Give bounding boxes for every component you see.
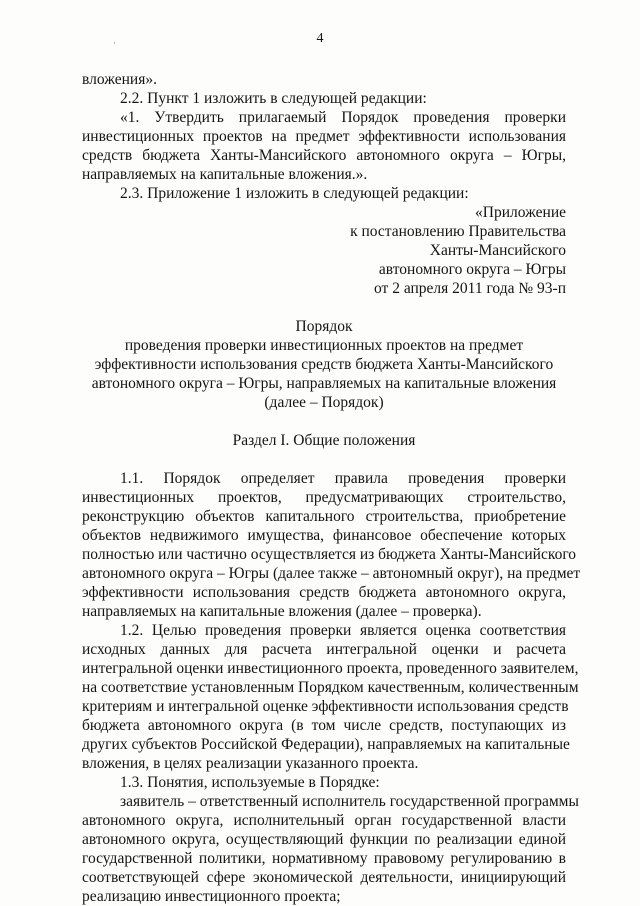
text-line: направляемых на капитальные вложения (далее – проверка). (82, 603, 482, 620)
text-line: автономного округа, осуществляющий функции по реализации единой (82, 831, 566, 848)
text-line: «1. Утвердить прилагаемый Порядок проведения проверки (120, 109, 566, 126)
page-number: 4 (316, 31, 324, 46)
text-line: государственной политики, нормативному правовому регулированию в (82, 850, 566, 867)
text-line: критериям и интегральной оценке эффективности использования средств (82, 698, 569, 715)
text-line: вложения». (82, 71, 157, 88)
text-line: заявитель – ответственный исполнитель государственной программы (120, 793, 579, 810)
blank-line (82, 412, 566, 431)
text-line: направляемых на капитальные вложения.». (82, 166, 368, 183)
document-body (82, 70, 581, 906)
text-line: 2.2. Пункт 1 изложить в следующей редакции: (120, 90, 427, 107)
text-line: эффективности использования средств бюджета автономного округа, (82, 584, 566, 601)
text-line: 2.3. Приложение 1 изложить в следующей редакции: (120, 185, 469, 202)
text-line: объектов недвижимого имущества, финансовое обеспечение которых (82, 527, 566, 544)
text-line: 1.1. Порядок определяет правила проведения проверки (120, 470, 566, 487)
text-line: Раздел I. Общие положения (232, 432, 416, 449)
blank-line (82, 450, 566, 469)
text-line: интегральной оценки инвестиционного проекта, проведенного заявителем, (82, 660, 579, 677)
text-line: проведения проверки инвестиционных проектов на предмет (124, 337, 524, 354)
text-line: Ханты-Мансийского (429, 242, 566, 259)
text-line: автономного округа – Югры (378, 261, 566, 278)
text-line: автономного округа – Югры (далее также – автономный округ), на предмет (82, 565, 581, 582)
margin-mark: · (113, 38, 116, 48)
text-line: полностью или частично осуществляется из бюджета Ханты-Мансийского (82, 546, 577, 563)
text-line: Порядок (295, 318, 353, 335)
text-line: к постановлению Правительства (350, 223, 566, 240)
text-line: автономного округа – Югры, направляемых на капитальные вложения (91, 375, 557, 392)
text-line: соответствующей сфере экономической деятельности, инициирующий (82, 869, 566, 886)
text-line: вложения, в целях реализации указанного проекта. (82, 755, 419, 772)
text-line: реконструкцию объектов капитального строительства, приобретение (82, 508, 566, 525)
text-line: эффективности использования средств бюджета Ханты-Мансийского (94, 356, 554, 373)
text-line: средств бюджета Ханты-Мансийского автономного округа – Югры, (82, 147, 566, 164)
text-line: от 2 апреля 2011 года № 93-п (374, 280, 566, 297)
text-line: 1.3. Понятия, используемые в Порядке: (120, 774, 380, 791)
text-line: бюджета автономного округа (в том числе средств, поступающих из (82, 717, 566, 734)
text-line: других субъектов Российской Федерации), направляемых на капитальные (82, 736, 570, 753)
text-line: 1.2. Целью проведения проверки является оценка соответствия (120, 622, 566, 639)
text-line: «Приложение (475, 204, 566, 221)
text-line: инвестиционных проектов, предусматривающих строительство, (82, 489, 566, 506)
text-line: автономного округа, исполнительный орган государственной власти (82, 812, 566, 829)
text-line: исходных данных для расчета интегральной оценки и расчета (82, 641, 566, 658)
text-line: инвестиционных проектов на предмет эффективности использования (82, 128, 566, 145)
blank-line (82, 298, 566, 317)
text-line: (далее – Порядок) (264, 394, 384, 411)
text-line: на соответствие установленным Порядком качественным, количественным (82, 679, 579, 696)
text-line: реализацию инвестиционного проекта; (82, 888, 341, 905)
